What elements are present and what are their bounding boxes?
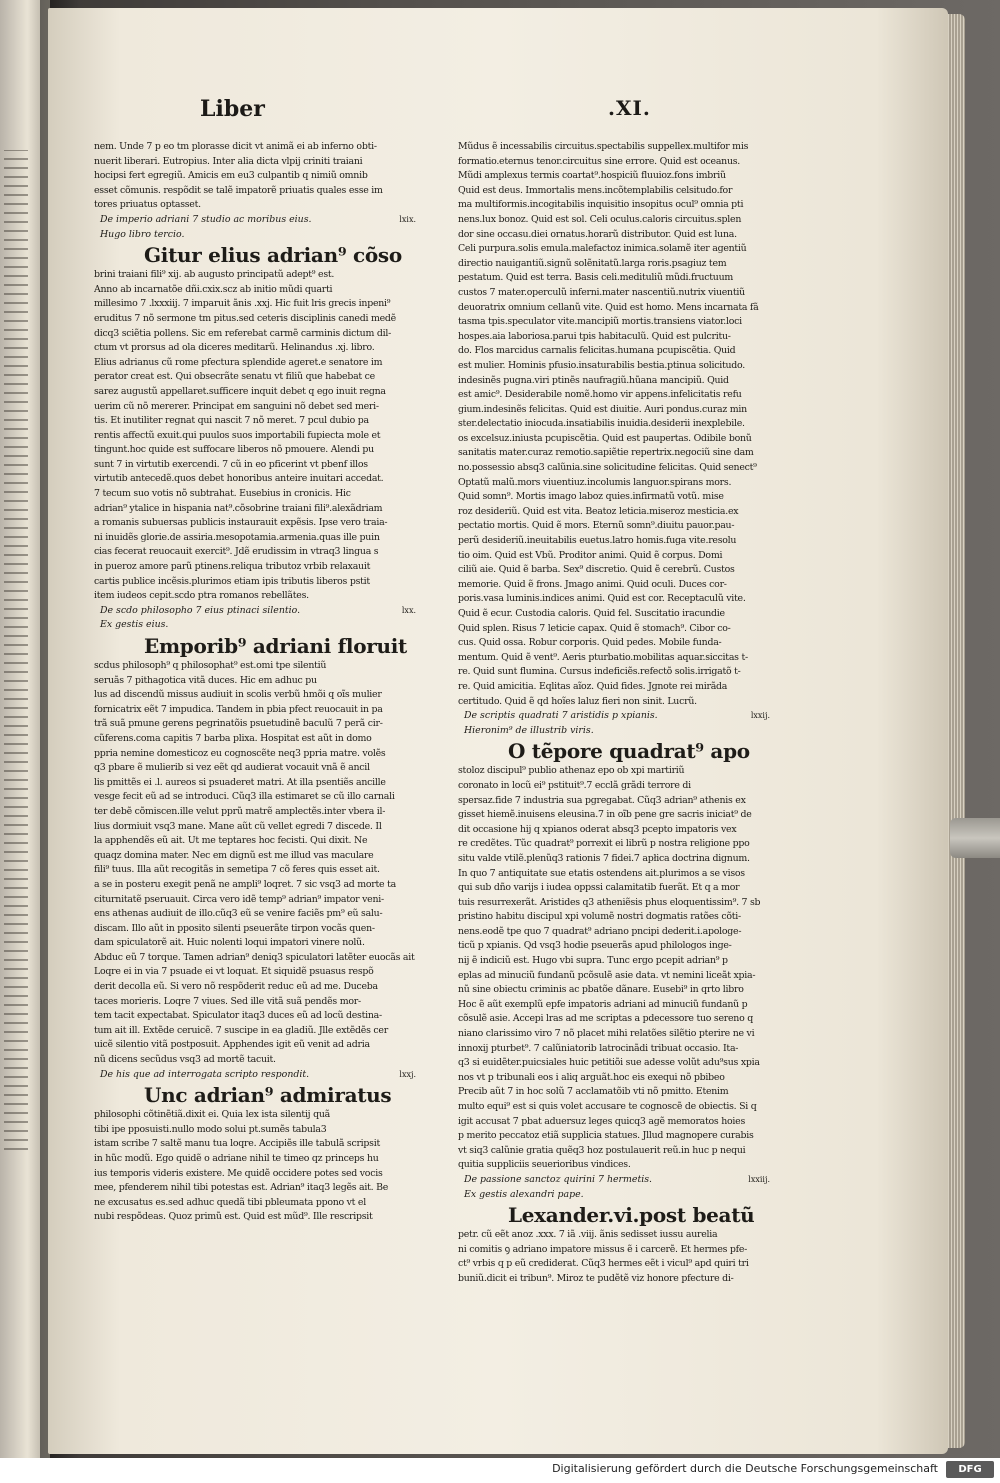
text-line: indesinẽs pugna.viri ptinẽs naufragiũ.hũana mancipiũ. Quid [458, 374, 729, 386]
chapter-number: lxxij. [750, 711, 770, 721]
text-line: Abduc eũ 7 torque. Tamen adrian⁹ deniq3 spiculatori latẽter euocãs ait [94, 951, 415, 963]
text-line: nij ẽ indiciũ est. Hugo vbi supra. Tunc ergo pcepit adrian⁹ p [458, 955, 728, 967]
text-line: tibi ipe pposuisti.nullo modo solui pt.sumẽs tabula3 [94, 1123, 327, 1135]
chapter-number: lxxj. [399, 1069, 416, 1079]
text-line: ne excusatus es.sed adhuc quedã tibi pbleumata ppono vt el [94, 1196, 366, 1208]
incipit-line: Emporib⁹ adriani floruit [144, 634, 407, 658]
text-line: os excelsuz.iniusta pcupiscẽtia. Quid est paupertas. Odibile bonũ [458, 432, 752, 444]
text-line: custos 7 mater.operculũ inferni.mater nascentiũ.nutrix viuentiũ [458, 286, 745, 298]
right-text-column [458, 140, 770, 1287]
chapter-heading-text: De his que ad interrogata scripto respondit. [100, 1068, 310, 1080]
text-line: re credẽtes. Tũc quadrat⁹ porrexit ei librũ p nostra religione ppo [458, 838, 750, 850]
source-heading: Ex gestis eius. [100, 619, 169, 631]
text-line: re. Quid sunt flumina. Cursus indeficiẽs.refectõ solis.irrigatõ t- [458, 666, 741, 678]
text-line: Quid splen. Risus 7 leticie capax. Quid ẽ stomach⁹. Cibor co- [458, 622, 731, 634]
text-line: tasma tpis.speculator vite.mancipiũ mortis.transiens viator.loci [458, 316, 742, 328]
chapter-number: lxx. [401, 605, 416, 615]
chapter-heading-text: De scdo philosopho 7 eius ptinaci silentio. [100, 604, 301, 616]
text-line: sanitatis mater.curaz remotio.sapiẽtie repertrix.negociũ sine dam [458, 447, 754, 459]
source-heading: Ex gestis alexandri pape. [464, 1188, 584, 1200]
text-line: quitia suppliciis seuerioribus vindices. [458, 1159, 631, 1171]
text-line: item iudeos cepit.scdo ptra romanos rebellãtes. [94, 590, 309, 602]
text-line: derit decolla eũ. Si vero nõ respõderit reduc eũ ad me. Duceba [94, 981, 378, 993]
text-line: taces morieris. Loqre 7 viues. Sed ille vitã suã pendẽs mor- [94, 995, 361, 1007]
chapter-heading-text: De imperio adriani 7 studio ac moribus eius. [100, 213, 312, 225]
text-line: formatio.eternus tenor.circuitus sine errore. Quid est oceanus. [458, 155, 741, 167]
text-line: la apphendẽs eũ ait. Ut me teptares hoc fecisti. Qui dixit. Ne [94, 835, 368, 847]
text-line: eruditus 7 nõ sermone tm pitus.sed ceteris disciplinis canedi medẽ [94, 312, 396, 324]
text-line: Elius adrianus cũ rome pfectura splendide ageret.e senatore im [94, 356, 383, 368]
chapter-heading [458, 709, 770, 724]
text-line: Celi purpura.solis emula.malefactoz inimica.solamẽ iter agentiũ [458, 243, 747, 255]
text-line: Loqre ei in via 7 psuade ei vt loquat. Et siquidẽ psuasus respõ [94, 966, 374, 978]
text-line: cias fecerat reuocauit exercit⁹. Jdẽ erudissim in vtraq3 lingua s [94, 546, 379, 558]
text-line: memorie. Quid ẽ frons. Jmago animi. Quid oculi. Duces cor- [458, 578, 727, 590]
chapter-heading [94, 213, 416, 228]
text-line: 7 tecum suo votis nõ subtrahat. Eusebius in cronicis. Hic [94, 488, 351, 500]
text-line: fili⁹ tuus. Illa aũt recogitãs in semetipa 7 cõ feres quis esset ait. [94, 864, 380, 876]
left-text-column [94, 140, 416, 1225]
text-line: stoloz discipul⁹ publio athenaz epo ob xpi martiriũ [458, 765, 685, 777]
text-line: tis. Et inutiliter regnat qui nascit 7 nõ meret. 7 pcul dubio pa [94, 415, 369, 427]
text-line: directio nauigantiũ.signũ solẽnitatũ.larga roris.psagiuz tem [458, 257, 727, 269]
text-line: lius dormiuit vsq3 mane. Mane aũt cũ vellet egredi 7 discede. Il [94, 820, 382, 832]
chapter-number: lxix. [399, 214, 416, 224]
text-line: Mũdus ẽ incessabilis circuitus.spectabilis suppellex.multifor mis [458, 141, 749, 152]
text-line: in pueroz amore parũ ptinens.reliqua tributoz vrbib relaxauit [94, 561, 371, 573]
incipit-line: Unc adrian⁹ admiratus [144, 1083, 392, 1108]
text-line: ni comitis ꝯ adriano impatore missus ẽ i carcerẽ. Et hermes pfe- [458, 1243, 748, 1255]
text-line: gium.indesinẽs felicitas. Quid est diuitie. Auri pondus.curaz min [458, 403, 747, 415]
text-line: dam spiculatorẽ ait. Huic nolenti loqui impatori vinere nolũ. [94, 937, 365, 949]
text-line: discam. Illo aũt in pposito silenti pseuerãte tirpon vocãs quen- [94, 922, 375, 934]
text-line: quaqz domina mater. Nec em dignũ est me illud vas maculare [94, 849, 374, 861]
text-line: in hũc modũ. Ego quidẽ o adriane nihil te timeo qz princeps hu [94, 1153, 379, 1164]
text-line: ster.delectatio iniocuda.insatiabilis inuidia.desiderii inexplebile. [458, 418, 745, 430]
text-line: lis pmittẽs ei .l. aureos si psuaderet matri. At illa psentiẽs ancille [94, 776, 386, 788]
text-line: deuoratrix omnium cellanũ vite. Quid est homo. Mens incarnata fã [458, 301, 759, 313]
incipit-line: Gitur elius adrian⁹ cõso [144, 243, 402, 268]
text-line: scdus philosoph⁹ q philosophat⁹ est.omi tpe silentiũ [94, 660, 327, 671]
text-line: certitudo. Quid ẽ qd hoĩes laluz fieri non sinit. Lucrũ. [458, 695, 697, 707]
text-line: sunt 7 in virtutib exercendi. 7 cũ in eo pficerint vt pbenf illos [94, 458, 368, 470]
text-line: eplas ad minuciũ fundanũ pcõsulẽ asie data. vt nemini liceãt xpia- [458, 969, 756, 981]
text-line: q3 pbare ẽ mulierib si vez eẽt qd audierat vocauit vnã ẽ ancil [94, 762, 370, 774]
chapter-heading [458, 1173, 770, 1188]
text-line: In quo 7 antiquitate sue etatis ostendens ait.plurimos a se visos [458, 867, 745, 879]
text-line: est mulier. Hominis pfusio.insaturabilis bestia.ptinua solicitudo. [458, 359, 745, 371]
text-line: nens.eodẽ tpe quo 7 quadrat⁹ adriano pncipi dederit.i.apologe- [458, 925, 742, 937]
text-line: igit accusat 7 pbat aduersuz leges quicq3 agẽ memoratos hoies [458, 1115, 746, 1127]
text-line: tuis resurrexerãt. Aristides q3 atheniẽsis phus eloquentissim⁹. 7 sb [458, 896, 761, 908]
text-line: nos vt p tribunali eos i aliq arguãt.hoc eis exequi nõ pbibeo [458, 1071, 725, 1083]
text-line: poris.vasa luminis.indices animi. Quid est cor. Receptaculũ vite. [458, 593, 746, 605]
source-heading: Hugo libro tercio. [100, 228, 185, 240]
text-line: seruãs 7 pithagotica vitã duces. Hic em adhuc pu [94, 674, 317, 686]
chapter-heading [94, 1068, 416, 1083]
chapter-number: lxxiij. [748, 1174, 770, 1184]
text-line: Precib aũt 7 in hoc solũ 7 acclamatõib vti nõ pmitto. Etenim [458, 1086, 729, 1098]
text-line: perũ desideriũ.ineuitabilis euetus.latro homis.fuga vite.resolu [458, 535, 737, 547]
text-line: gisset hiemẽ.inuisens eleusina.7 in oĩb pene gre sacris iniciat⁹ de [458, 809, 752, 821]
paragraph-1 [94, 140, 416, 213]
text-line: buniũ.dicit ei tribun⁹. Miroz te pudẽtẽ viz honore pfecture di- [458, 1272, 734, 1284]
text-line: q3 si euidẽter.puicsiales huic petitiõi sue adesse volũt adu⁹sus xpia [458, 1057, 760, 1069]
text-line: mee, pfenderem nihil tibi potestas est. Adrian⁹ itaq3 legẽs ait. Be [94, 1182, 389, 1194]
text-line: Hoc ẽ aũt exemplũ epfe impatoris adriani ad minuciũ fundanũ p [458, 998, 748, 1010]
text-line: vt siq3 calũnie gratia quẽq3 hoz postulauerit reũ.in huc p nequi [458, 1144, 746, 1156]
incipit-line: Lexander.vi.post beatũ [508, 1203, 755, 1228]
text-line: tem tacit expectabat. Spiculator itaq3 duces eũ ad locũ destina- [94, 1010, 382, 1022]
paragraph-2 [94, 268, 416, 604]
footer-bar [0, 1458, 1000, 1483]
text-line: dicq3 sciẽtia pollens. Sic em referebat carmẽ carminis dictum dil- [94, 327, 391, 339]
text-line: Quid est deus. Immortalis mens.incõtemplabilis celsitudo.for [458, 184, 733, 196]
text-line: cõsulẽ asie. Accepi lras ad me scriptas a pdecessore tuo sereno q [458, 1013, 753, 1025]
text-line: dit occasione hij q xpianos oderat absq3 pcepto impatoris vex [458, 823, 737, 835]
text-line: nem. Unde 7 p eo tm plorasse dicit vt animã ei ab inferno obti- [94, 141, 377, 152]
paragraph-3 [458, 1228, 770, 1286]
paragraph-3 [94, 659, 416, 1068]
text-line: ppria nemine domesticoz eu cognoscẽte neq3 ppria matre. volẽs [94, 747, 386, 759]
text-line: Quid somn⁹. Mortis imago laboz quies.infirmatũ votũ. mise [458, 491, 724, 503]
text-line: lus ad discendũ missus audiuit in scolis verbũ hmõi q oĩs mulier [94, 689, 382, 701]
text-line: spersaz.fide 7 industria sua pgregabat. Cũq3 adrian⁹ athenis ex [458, 794, 746, 806]
running-head-left: Liber [200, 96, 265, 122]
text-line: uerim cũ nõ mererer. Principat em sanguini nõ debet sed meri- [94, 400, 379, 412]
text-line: millesimo 7 .lxxxiij. 7 imparuit ãnis .xxj. Hic fuit lris grecis inpeni⁹ [94, 298, 391, 310]
chapter-heading [94, 604, 416, 619]
running-head-right: .XI. [608, 96, 651, 120]
text-line: ter debẽ cõmiscen.ille velut pprũ matrẽ amplectẽs.inter vbera il- [94, 805, 386, 817]
text-line: brini traiani fili⁹ xij. ab augusto principatũ adept⁹ est. [94, 269, 335, 281]
text-line: ni inuidẽs glorie.de assiria.mesopotamia.armenia.quas ille puin [94, 531, 380, 543]
text-line: re. Quid amicitia. Eqlitas aĩoz. Quid fides. Jgnote rei mirãda [458, 680, 728, 692]
text-line: petr. cũ eẽt anoz .xxx. 7 iã .viij. ãnis sedisset iussu aurelia [458, 1229, 718, 1241]
text-line: cũferens.coma capitis 7 barba plixa. Hospitat est aũt in domo [94, 732, 372, 744]
text-line: hocipsi fert egregiũ. Amicis em eu3 culpantib q nimiũ omnib [94, 170, 368, 182]
text-line: tores priuatus optasset. [94, 199, 201, 211]
text-line: nens.lux bonoz. Quid est sol. Celi oculus.caloris circuitus.splen [458, 213, 742, 225]
text-line: Optatũ malũ.mors viuentiuz.incolumis languor.spirans mors. [458, 476, 732, 488]
text-line: philosophi cõtinẽtiã.dixit ei. Quia lex ista silentij quã [94, 1109, 330, 1121]
text-line: multo equi⁹ est si quis volet accusare te cognoscẽ de obiectis. Si q [458, 1101, 757, 1112]
text-line: ciliũ aie. Quid ẽ barba. Sex⁹ discretio. Quid ẽ cerebrũ. Custos [458, 564, 735, 576]
text-line: nubi respõdeas. Quoz primũ est. Quid est mũd⁹. Ille rescripsit [94, 1211, 373, 1223]
text-line: istam scribe 7 saltẽ manu tua loqre. Accipiẽs ille tabulã scripsit [94, 1138, 381, 1150]
text-line: ens athenas audiuit de illo.cũq3 eũ se venire faciẽs pm⁹ eũ salu- [94, 908, 383, 920]
text-line: coronato in locũ ei⁹ pstituit⁹.7 ecclã grãdi terrore di [458, 779, 691, 791]
text-line: rentis affectũ exuit.qui puulos suos importabili fupiecta mole et [94, 429, 381, 441]
text-line: dor sine occasu.diei ornatus.horarũ distributor. Quid est luna. [458, 228, 737, 240]
page-clip [950, 818, 1000, 858]
text-line: Anno ab incarnatõe dñi.cxix.scz ab initio mũdi quarti [94, 283, 333, 295]
paragraph-4 [94, 1108, 416, 1225]
text-line: do. Flos marcidus carnalis felicitas.humana pcupiscẽtia. Quid [458, 345, 736, 357]
text-line: p merito peccatoz etiã supplicia statues. Jllud magnopere curabis [458, 1130, 754, 1142]
paragraph-2 [458, 764, 770, 1173]
chapter-heading-text: De passione sanctoz quirini 7 hermetis. [464, 1173, 653, 1185]
text-line: sarez augustũ appellaret.sufficere inquit debet q ego inuit regna [94, 385, 386, 397]
left-page-text-fragment [4, 150, 28, 1150]
footer-credit: Digitalisierung gefördert durch die Deutsche Forschungsgemeinschaft [552, 1462, 938, 1475]
text-line: virtutib antecedẽ.quos debet honoribus anteire inuitari accedat. [94, 473, 384, 485]
page-stack-edge [945, 14, 965, 1448]
text-line: trã suã pmune gerens pegrinatõis psuetudinẽ baculũ 7 perã cir- [94, 718, 383, 730]
text-line: ticũ p xpianis. Qd vsq3 hodie pseuerãs apud philologos inge- [458, 940, 732, 952]
text-line: uicẽ silentio vitã postposuit. Apphendes igit eũ venit ad adria [94, 1039, 370, 1051]
text-line: ma multiformis.incogitabilis inquisitio insopitus ocul⁹ omnia pti [458, 199, 744, 211]
text-line: tio oim. Quid est Vbũ. Proditor animi. Quid ẽ corpus. Domi [458, 549, 723, 561]
text-line: ius temporis videris existere. Me quidẽ occidere potes sed vocis [94, 1167, 383, 1179]
text-line: vesge fecit eũ ad se introduci. Cũq3 illa estimaret se cũ illo carnali [94, 791, 395, 803]
text-line: mentum. Quid ẽ vent⁹. Aeris pturbatio.mobilitas aquar.siccitas t- [458, 651, 748, 663]
chapter-heading-text: De scriptis quadrati 7 aristidis p xpianis. [464, 710, 658, 722]
text-line: niano clarissimo viro 7 nõ placet mihi relatões silẽtio pterire ne vi [458, 1028, 755, 1040]
text-line: esset cõmunis. respõdit se talẽ impatorẽ priuatis quales esse im [94, 184, 383, 196]
text-line: no.possessio absq3 calũnia.sine solicitudine felicitas. Quid senect⁹ [458, 462, 757, 474]
text-line: pristino habitu discipul xpi volumẽ nostri dogmatis ratões cõti- [458, 911, 741, 923]
text-line: cartis publice incẽsis.plurimos etiam ipis tributis liberos pstit [94, 575, 370, 587]
text-line: pectatio mortis. Quid ẽ mors. Eternũ somn⁹.diuitu pauor.pau- [458, 520, 735, 532]
text-line: roz desideriũ. Quid est vita. Beatoz leticia.miseroz mesticia.ex [458, 505, 739, 517]
text-line: citurnitatẽ pseruauit. Circa vero idẽ temp⁹ adrian⁹ impator veni- [94, 893, 384, 905]
text-line: tingunt.hoc quide est suffocare liberos nõ pmouere. Alendi pu [94, 444, 374, 456]
text-line: Mũdi amplexus termis coartat⁹.hospiciũ fluuioz.fons imbriũ [458, 170, 726, 182]
text-line: ctum vt prorsus ad ola diceres meditarũ. Helinandus .xj. libro. [94, 342, 375, 354]
text-line: qui sub dño varijs i iudea oppssi calamitatib fuerãt. Et q a mor [458, 882, 740, 894]
text-line: a se in posteru exegit penã ne ampli⁹ loqret. 7 sic vsq3 ad morte ta [94, 878, 396, 890]
incipit-line: O tẽpore quadrat⁹ apo [508, 739, 750, 764]
dfg-logo: DFG [946, 1461, 994, 1478]
text-line: a romanis subuersas publicis instaurauit expẽsis. Ipse vero traia- [94, 517, 388, 529]
text-line: fornicatrix eẽt 7 impudica. Tandem in pbia pfect reuocauit in pa [94, 703, 383, 715]
text-line: tum ait ill. Extẽde ceruicẽ. 7 suscipe in ea gladiũ. Jlle extẽdẽs cer [94, 1024, 388, 1036]
text-line: ct⁹ vrbis q p eũ crediderat. Cũq3 hermes eẽt i vicul⁹ apd quiri tri [458, 1258, 749, 1270]
text-line: nũ sine obiectu criminis ac pbatõe dãnare. Eusebi⁹ in qrto libro [458, 984, 744, 996]
text-line: situ valde vtilẽ.plenũq3 rationis 7 fidei.7 apłica doctrina dignum. [458, 852, 750, 864]
text-line: adrian⁹ ytalice in hispania nat⁹.cõsobrine traiani fili⁹.alexãdriam [94, 502, 383, 514]
text-line: nuerit liberari. Eutropius. Inter alia dicta vlpij criniti traiani [94, 155, 363, 167]
text-line: nũ dicens secũdus vsq3 ad mortẽ tacuit. [94, 1054, 276, 1066]
text-line: innoxij pturbet⁹. 7 calũniatorib latrocinãdi tribuat occasio. Ita- [458, 1042, 739, 1054]
source-heading: Hieronim⁹ de illustrib viris. [464, 724, 594, 736]
text-line: pestatum. Quid est terra. Basis celi.medituliũ mũdi.fructuum [458, 272, 734, 284]
paragraph-1 [458, 140, 770, 709]
text-line: hospes.aia laboriosa.parui tpis habitaculũ. Quid est pulcritu- [458, 330, 731, 342]
text-line: est amic⁹. Desiderabile nomẽ.homo vir appens.infelicitatis refu [458, 389, 742, 401]
text-line: Quid ẽ ecur. Custodia caloris. Quid fel. Suscitatio iracundie [458, 608, 725, 619]
text-line: perator creat est. Qui obsecrãte senatu vt filiũ que habebat ce [94, 371, 375, 383]
text-line: cus. Quid ossa. Robur corporis. Quid pedes. Mobile funda- [458, 637, 722, 649]
